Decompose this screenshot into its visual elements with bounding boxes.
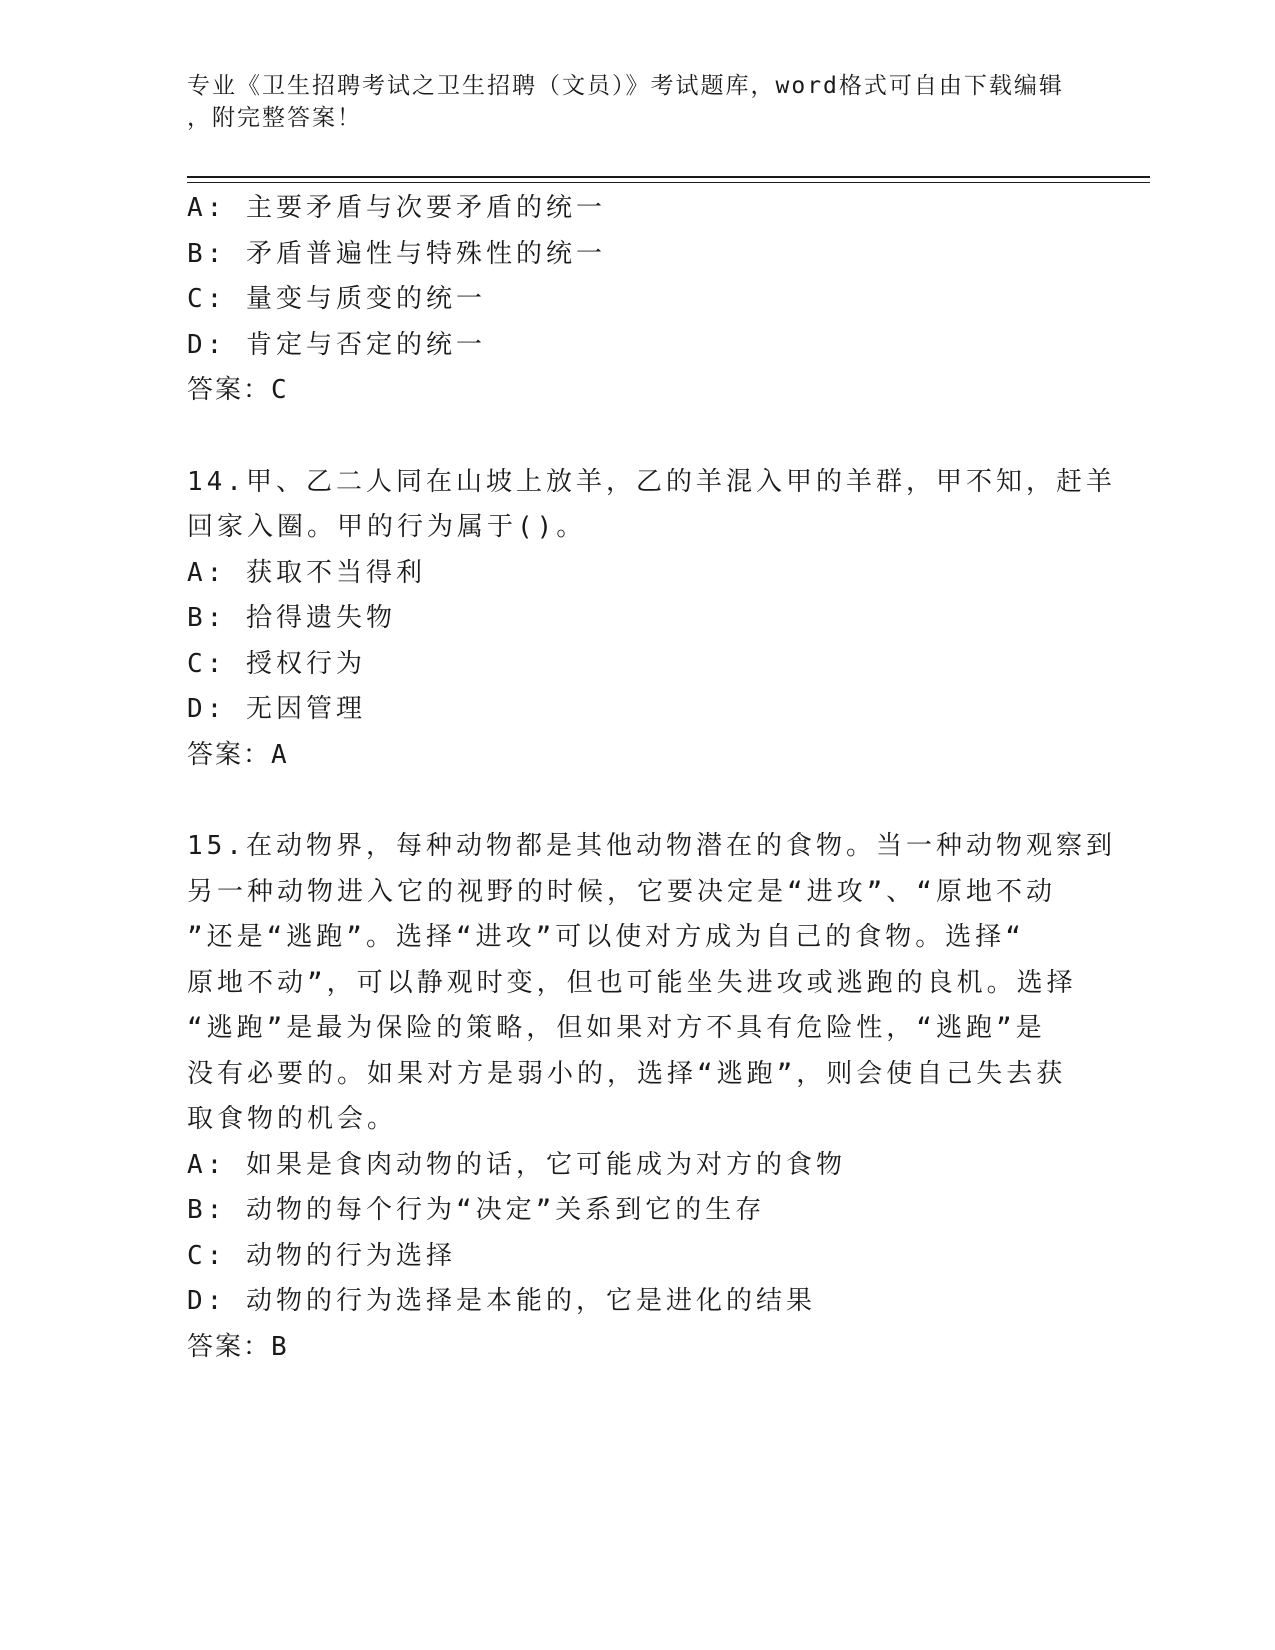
question-spacer: [187, 414, 1087, 460]
header-rule-thin: [187, 182, 1150, 183]
question-13: [187, 186, 1087, 414]
stem-line: 取食物的机会。: [187, 1104, 398, 1134]
answer-line: [187, 368, 1087, 414]
option-a: A: 如果是食肉动物的话，它可能成为对方的食物: [187, 1149, 846, 1180]
stem-line: 另一种动物进入它的视野的时候，它要决定是“进攻”、“原地不动: [187, 876, 1056, 907]
question-14: [187, 460, 1116, 779]
document-header: [187, 70, 1067, 134]
option-b: B: 拾得遗失物: [187, 603, 396, 633]
answer-line: [187, 1325, 1087, 1371]
option-a: A: 主要矛盾与次要矛盾的统一: [187, 193, 606, 223]
answer-value: C: [271, 375, 289, 405]
stem-line: 没有必要的。如果对方是弱小的，选择“逃跑”，则会使自己失去获: [187, 1058, 1067, 1089]
answer-label: 答案：: [187, 375, 272, 405]
option-d: D: 无因管理: [187, 694, 366, 724]
option-b: B: 动物的每个行为“决定”关系到它的生存: [187, 1195, 766, 1225]
stem-line: 15.在动物界，每种动物都是其他动物潜在的食物。当一种动物观察到: [187, 831, 1116, 861]
header-line-2: ，附完整答案！: [187, 105, 362, 131]
option-a: A: 获取不当得利: [187, 557, 426, 588]
answer-label: 答案：: [187, 739, 272, 770]
stem-line: 原地不动”，可以静观时变，但也可能坐失进攻或逃跑的良机。选择: [187, 967, 1077, 998]
answer-line: [187, 733, 1087, 779]
stem-line: 14.甲、乙二人同在山坡上放羊，乙的羊混入甲的羊群，甲不知，赶羊: [187, 466, 1116, 497]
option-d: D: 肯定与否定的统一: [187, 329, 486, 360]
answer-value: A: [271, 739, 289, 770]
answer-label: 答案：: [187, 1331, 272, 1362]
stem-line: ”还是“逃跑”。选择“进攻”可以使对方成为自己的食物。选择“: [187, 922, 1025, 952]
option-d: D: 动物的行为选择是本能的，它是进化的结果: [187, 1286, 816, 1316]
stem-line: “逃跑”是最为保险的策略，但如果对方不具有危险性，“逃跑”是: [187, 1013, 1046, 1043]
stem-line: 回家入圈。甲的行为属于()。: [187, 512, 587, 542]
option-b: B: 矛盾普遍性与特殊性的统一: [187, 238, 606, 269]
header-line-1: 专业《卫生招聘考试之卫生招聘（文员）》考试题库，word格式可自由下载编辑: [187, 73, 1064, 99]
question-stem: [187, 460, 1116, 551]
header-rule-thick: [187, 176, 1150, 178]
option-c: C: 动物的行为选择: [187, 1240, 456, 1271]
question-list: [187, 186, 1116, 1370]
question-15: [187, 824, 1116, 1370]
option-c: C: 授权行为: [187, 648, 366, 679]
question-spacer: [187, 778, 1087, 824]
answer-value: B: [271, 1331, 289, 1362]
question-stem: [187, 824, 1116, 1143]
option-c: C: 量变与质变的统一: [187, 284, 486, 314]
